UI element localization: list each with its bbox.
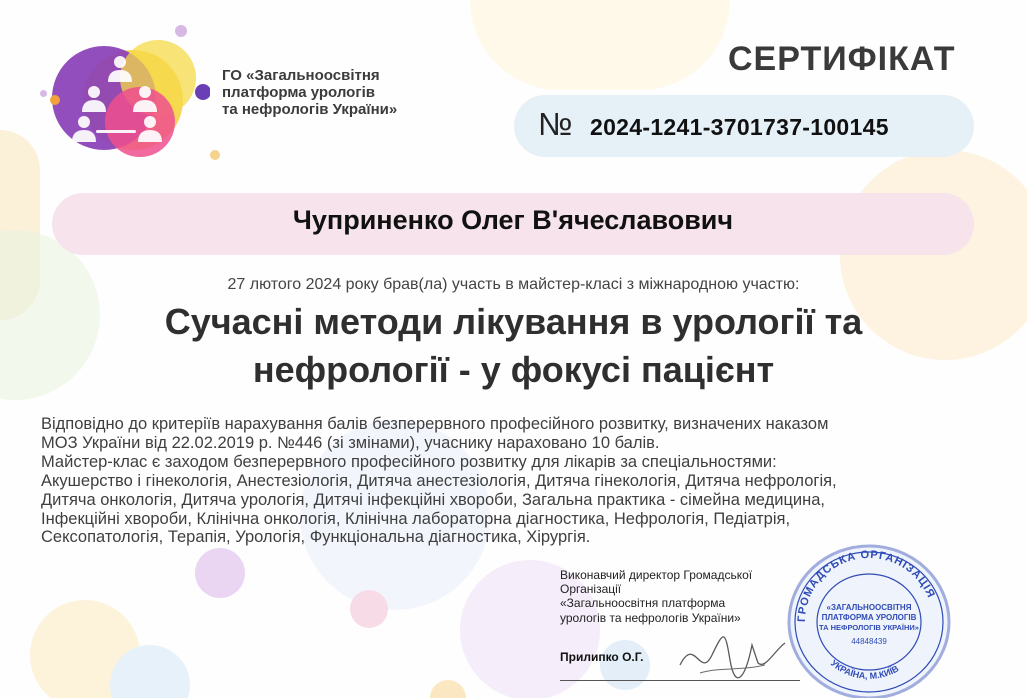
certificate-body [41, 415, 1001, 547]
official-stamp [783, 540, 955, 698]
body-line: Акушерство і гінекологія, Анестезіологія, Дитяча анестезіологія, Дитяча гінекологія, Дитяча нефрологія, [41, 471, 837, 490]
stamp-inner-line: ПЛАТФОРМА УРОЛОГІВ [821, 613, 917, 622]
participant-name: Чуприненко Олег В'ячеславович [292, 205, 734, 235]
signer-position-line: Організації [560, 582, 622, 597]
event-title [20, 298, 1007, 394]
certificate-title: СЕРТИФІКАТ [728, 40, 956, 78]
bg-bubble [600, 640, 650, 690]
body-line: Інфекційні хвороби, Клінічна онкологія, Клінічна лабораторна діагностика, Нефрологія, Педіатрія, [41, 509, 791, 528]
organization-name-line: та нефрологів України» [222, 101, 398, 118]
signer-position [560, 568, 800, 625]
number-sign: № [538, 106, 573, 142]
stamp-code: 44848439 [851, 637, 887, 646]
bg-bubble [430, 680, 466, 698]
event-title-line: Сучасні методи лікування в урології та [164, 301, 863, 342]
event-intro: 27 лютого 2024 року брав(ла) участь в майстер-класі з міжнародною участю: [227, 276, 800, 293]
bg-bubble [350, 590, 388, 628]
bg-bubble [195, 548, 245, 598]
bg-bubble [175, 25, 187, 37]
bg-bubble [210, 150, 220, 160]
signer-position-line: «Загальноосвітня платформа [560, 596, 726, 611]
organization-name-line: ГО «Загальноосвітня [222, 67, 380, 84]
body-line: Дитяча онкологія, Дитяча урологія, Дитячі інфекційні хвороби, Загальна практика - сімейна медицина, [41, 490, 825, 509]
stamp-inner-line: ТА НЕФРОЛОГІВ УКРАЇНИ» [819, 623, 919, 632]
body-line: Майстер-клас є заходом безперервного професійного розвитку для лікарів за спеціальностями: [41, 452, 777, 471]
signer-name: Прилипко О.Г. [560, 650, 644, 664]
organization-name [222, 67, 462, 118]
body-line: Відповідно до критеріїв нарахування балів безперервного професійного розвитку, визначених наказом [41, 415, 829, 433]
organization-name-line: платформа урологів [222, 84, 375, 101]
stamp-city: УКРАЇНА, М.КИЇВ [828, 657, 901, 682]
event-title-line: нефрології - у фокусі пацієнт [252, 349, 775, 390]
signer-position-line: Виконавчий директор Громадської [560, 568, 753, 582]
organization-logo [40, 40, 210, 160]
certificate-number: 2024-1241-3701737-100145 [590, 114, 889, 140]
stamp-ring-text: ГРОМАДСЬКА ОРГАНІЗАЦІЯ [795, 548, 938, 623]
body-line: Сексопатологія, Терапія, Урологія, Функціональна діагностика, Хірургія. [41, 528, 591, 547]
handwritten-signature [670, 625, 790, 685]
body-line: МОЗ України від 22.02.2019 р. №446 (зі змінами), учаснику нараховано 10 балів. [41, 433, 660, 452]
bg-bubble [470, 0, 730, 90]
stamp-inner-line: «ЗАГАЛЬНООСВІТНЯ [826, 603, 912, 612]
signer-position-line: урологів та нефрологів України» [560, 610, 741, 625]
